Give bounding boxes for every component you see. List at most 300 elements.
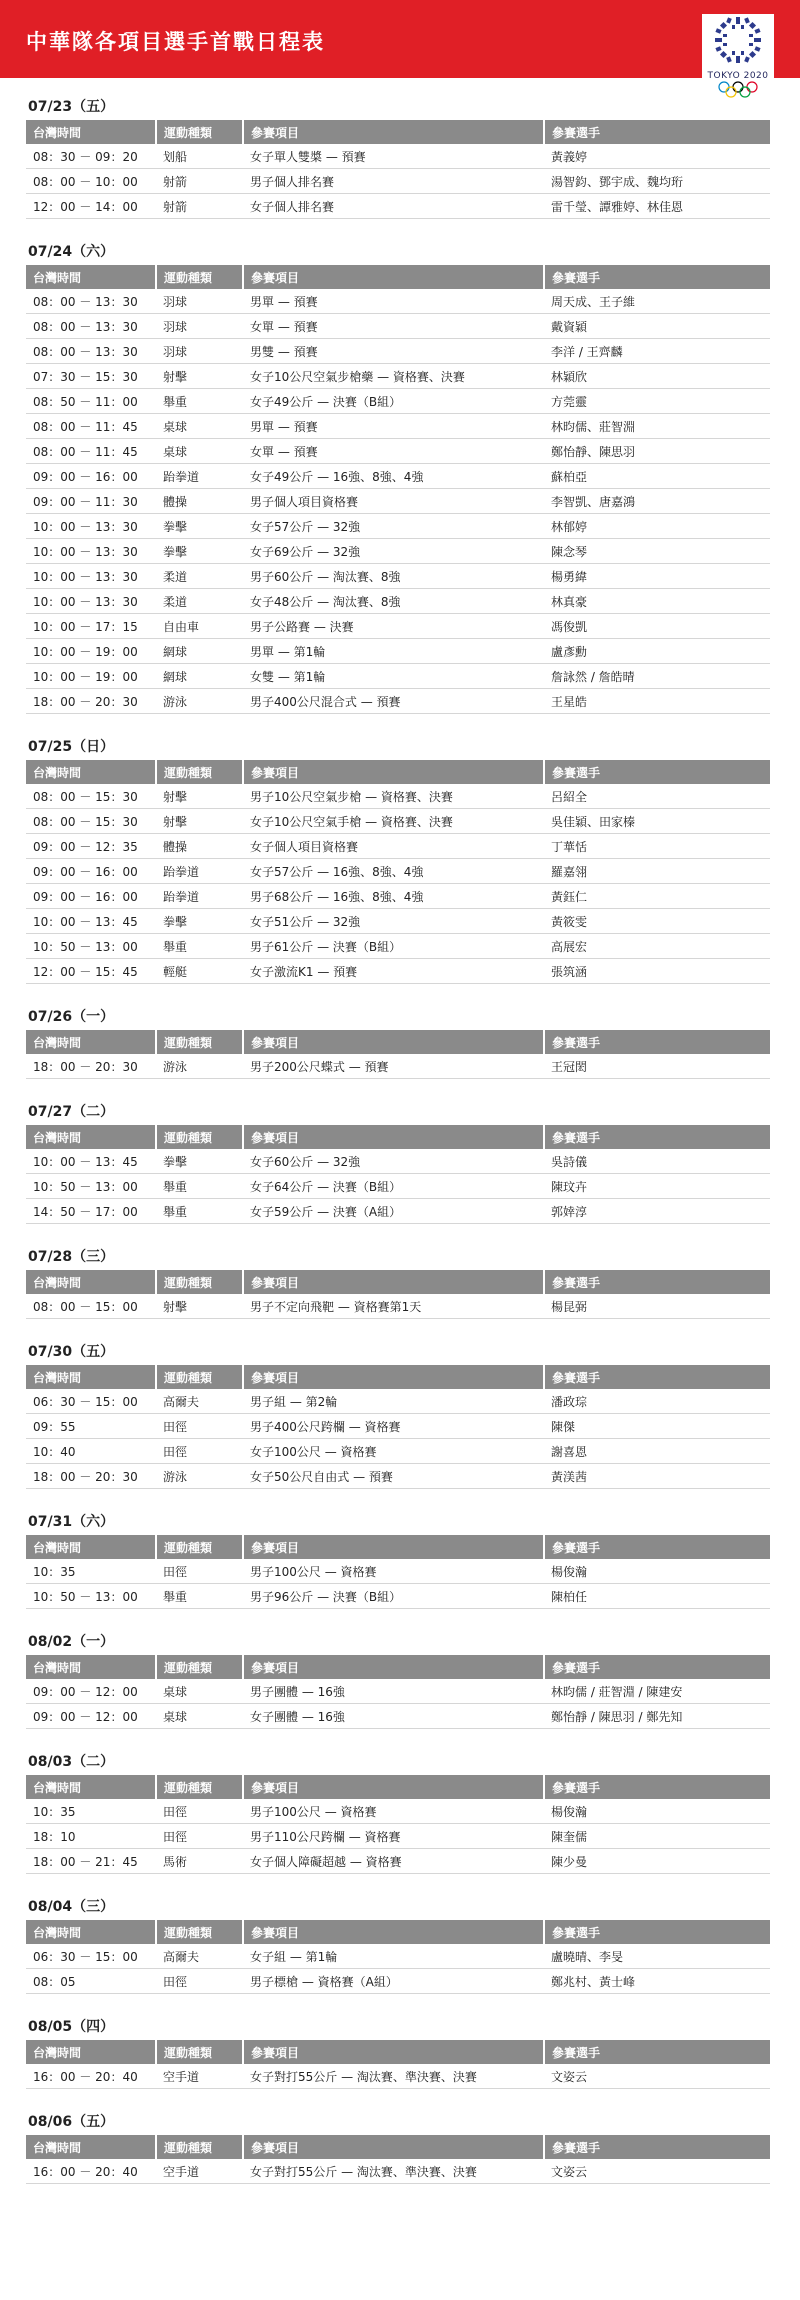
- header-athletes: 參賽選手: [544, 1535, 770, 1559]
- cell-event: 女單 — 預賽: [243, 439, 544, 464]
- cell-event: 男子組 — 第2輪: [243, 1389, 544, 1414]
- header-sport: 運動種類: [156, 1365, 243, 1389]
- cell-sport: 射箭: [156, 169, 243, 194]
- cell-time: 08：00 － 13：30: [26, 314, 156, 339]
- table-header-row: [26, 1030, 770, 1054]
- table-row: [26, 884, 770, 909]
- header-time: 台灣時間: [26, 120, 156, 144]
- cell-sport: 田徑: [156, 1559, 243, 1584]
- header-sport: 運動種類: [156, 760, 243, 784]
- header-time: 台灣時間: [26, 1125, 156, 1149]
- cell-athletes: 陳少曼: [544, 1849, 770, 1874]
- header-time: 台灣時間: [26, 1775, 156, 1799]
- cell-sport: 田徑: [156, 1824, 243, 1849]
- header-athletes: 參賽選手: [544, 1775, 770, 1799]
- table-row: [26, 339, 770, 364]
- table-row: [26, 664, 770, 689]
- tokyo-2020-logo: [702, 14, 774, 96]
- cell-time: 18：00 － 20：30: [26, 1054, 156, 1079]
- table-header-row: [26, 2135, 770, 2159]
- cell-athletes: 林昀儒、莊智淵: [544, 414, 770, 439]
- cell-event: 女子10公尺空氣步槍藥 — 資格賽、決賽: [243, 364, 544, 389]
- table-row: [26, 614, 770, 639]
- cell-athletes: 呂紹全: [544, 784, 770, 809]
- schedule-container: [0, 98, 800, 2184]
- table-row: [26, 1849, 770, 1874]
- table-row: [26, 1414, 770, 1439]
- table-row: [26, 1824, 770, 1849]
- cell-sport: 桌球: [156, 414, 243, 439]
- date-heading: 08/06（五）: [28, 2114, 115, 2130]
- cell-athletes: 謝喜恩: [544, 1439, 770, 1464]
- cell-athletes: 鄭兆村、黃士峰: [544, 1969, 770, 1994]
- cell-sport: 跆拳道: [156, 464, 243, 489]
- table-row: [26, 194, 770, 219]
- header-event: 參賽項目: [243, 1125, 544, 1149]
- table-row: [26, 1679, 770, 1704]
- page-header: [0, 0, 800, 98]
- table-row: [26, 314, 770, 339]
- cell-sport: 自由車: [156, 614, 243, 639]
- table-header-row: [26, 1655, 770, 1679]
- header-event: 參賽項目: [243, 2135, 544, 2159]
- cell-time: 10：00 － 13：30: [26, 589, 156, 614]
- cell-event: 男雙 — 預賽: [243, 339, 544, 364]
- cell-athletes: 雷千瑩、譚雅婷、林佳恩: [544, 194, 770, 219]
- cell-sport: 游泳: [156, 1464, 243, 1489]
- date-heading: 07/27（二）: [28, 1104, 115, 1120]
- header-sport: 運動種類: [156, 2040, 243, 2064]
- cell-sport: 馬術: [156, 1849, 243, 1874]
- header-athletes: 參賽選手: [544, 120, 770, 144]
- cell-sport: 田徑: [156, 1799, 243, 1824]
- schedule-table: [26, 1775, 770, 1874]
- cell-sport: 拳擊: [156, 909, 243, 934]
- cell-time: 09：00 － 16：00: [26, 464, 156, 489]
- cell-time: 09：55: [26, 1414, 156, 1439]
- table-row: [26, 2064, 770, 2089]
- cell-sport: 舉重: [156, 934, 243, 959]
- cell-time: 06：30 － 15：00: [26, 1944, 156, 1969]
- table-row: [26, 169, 770, 194]
- cell-time: 08：00 － 13：30: [26, 339, 156, 364]
- header-sport: 運動種類: [156, 1125, 243, 1149]
- cell-event: 男子110公尺跨欄 — 資格賽: [243, 1824, 544, 1849]
- cell-athletes: 丁華恬: [544, 834, 770, 859]
- cell-event: 男子68公斤 — 16強、8強、4強: [243, 884, 544, 909]
- cell-sport: 體操: [156, 834, 243, 859]
- table-row: [26, 1704, 770, 1729]
- cell-event: 男單 — 預賽: [243, 289, 544, 314]
- cell-event: 男子個人排名賽: [243, 169, 544, 194]
- table-row: [26, 2159, 770, 2184]
- cell-time: 09：00 － 12：00: [26, 1679, 156, 1704]
- olympic-rings-icon: [716, 81, 760, 99]
- table-header-row: [26, 120, 770, 144]
- cell-sport: 田徑: [156, 1969, 243, 1994]
- header-athletes: 參賽選手: [544, 1030, 770, 1054]
- cell-sport: 射擊: [156, 809, 243, 834]
- cell-event: 女子對打55公斤 — 淘汰賽、準決賽、決賽: [243, 2064, 544, 2089]
- cell-time: 18：00 － 21：45: [26, 1849, 156, 1874]
- cell-athletes: 高展宏: [544, 934, 770, 959]
- cell-sport: 高爾夫: [156, 1389, 243, 1414]
- cell-event: 男子61公斤 — 決賽（B組）: [243, 934, 544, 959]
- table-header-row: [26, 1125, 770, 1149]
- header-event: 參賽項目: [243, 1775, 544, 1799]
- date-heading: 08/02（一）: [28, 1634, 115, 1650]
- table-header-row: [26, 265, 770, 289]
- cell-event: 女子69公斤 — 32強: [243, 539, 544, 564]
- cell-time: 10：00 － 17：15: [26, 614, 156, 639]
- cell-sport: 田徑: [156, 1414, 243, 1439]
- cell-time: 09：00 － 12：35: [26, 834, 156, 859]
- cell-sport: 網球: [156, 639, 243, 664]
- cell-athletes: 文姿云: [544, 2064, 770, 2089]
- header-time: 台灣時間: [26, 1655, 156, 1679]
- date-heading: 07/28（三）: [28, 1249, 115, 1265]
- header-athletes: 參賽選手: [544, 1920, 770, 1944]
- cell-time: 10：50 － 13：00: [26, 934, 156, 959]
- cell-sport: 桌球: [156, 1704, 243, 1729]
- date-heading: 07/24（六）: [28, 244, 115, 260]
- table-row: [26, 834, 770, 859]
- cell-athletes: 林昀儒 / 莊智淵 / 陳建安: [544, 1679, 770, 1704]
- cell-event: 女子57公斤 — 32強: [243, 514, 544, 539]
- table-row: [26, 1389, 770, 1414]
- header-time: 台灣時間: [26, 2135, 156, 2159]
- cell-sport: 空手道: [156, 2064, 243, 2089]
- cell-athletes: 陳玟卉: [544, 1174, 770, 1199]
- cell-athletes: 潘政琮: [544, 1389, 770, 1414]
- table-row: [26, 464, 770, 489]
- cell-athletes: 文姿云: [544, 2159, 770, 2184]
- cell-time: 10：40: [26, 1439, 156, 1464]
- cell-athletes: 吳佳穎、田家榛: [544, 809, 770, 834]
- cell-event: 女子49公斤 — 16強、8強、4強: [243, 464, 544, 489]
- cell-event: 女子組 — 第1輪: [243, 1944, 544, 1969]
- cell-event: 女子59公斤 — 決賽（A組）: [243, 1199, 544, 1224]
- header-event: 參賽項目: [243, 120, 544, 144]
- header-sport: 運動種類: [156, 1920, 243, 1944]
- header-event: 參賽項目: [243, 1655, 544, 1679]
- cell-athletes: 馮俊凱: [544, 614, 770, 639]
- date-heading: 07/23（五）: [28, 99, 115, 115]
- date-heading: 07/26（一）: [28, 1009, 115, 1025]
- date-heading: 07/25（日）: [28, 739, 115, 755]
- cell-event: 男子個人項目資格賽: [243, 489, 544, 514]
- cell-sport: 空手道: [156, 2159, 243, 2184]
- cell-event: 女子48公斤 — 淘汰賽、8強: [243, 589, 544, 614]
- schedule-table: [26, 760, 770, 984]
- table-header-row: [26, 1365, 770, 1389]
- cell-athletes: 陳念琴: [544, 539, 770, 564]
- header-event: 參賽項目: [243, 1365, 544, 1389]
- cell-athletes: 黃鈺仁: [544, 884, 770, 909]
- cell-athletes: 盧彥勳: [544, 639, 770, 664]
- cell-sport: 體操: [156, 489, 243, 514]
- cell-athletes: 黃義婷: [544, 144, 770, 169]
- header-time: 台灣時間: [26, 2040, 156, 2064]
- date-heading: 07/30（五）: [28, 1344, 115, 1360]
- schedule-table: [26, 1365, 770, 1489]
- header-event: 參賽項目: [243, 1030, 544, 1054]
- header-sport: 運動種類: [156, 2135, 243, 2159]
- cell-sport: 拳擊: [156, 1149, 243, 1174]
- table-row: [26, 414, 770, 439]
- header-event: 參賽項目: [243, 1535, 544, 1559]
- table-row: [26, 959, 770, 984]
- cell-time: 10：35: [26, 1799, 156, 1824]
- cell-athletes: 楊俊瀚: [544, 1799, 770, 1824]
- table-row: [26, 859, 770, 884]
- cell-sport: 柔道: [156, 589, 243, 614]
- cell-sport: 田徑: [156, 1439, 243, 1464]
- cell-sport: 羽球: [156, 314, 243, 339]
- table-row: [26, 1439, 770, 1464]
- cell-time: 08：00 － 10：00: [26, 169, 156, 194]
- cell-time: 18：00 － 20：30: [26, 689, 156, 714]
- table-header-row: [26, 2040, 770, 2064]
- cell-time: 18：10: [26, 1824, 156, 1849]
- cell-time: 12：00 － 15：45: [26, 959, 156, 984]
- cell-athletes: 林真豪: [544, 589, 770, 614]
- cell-athletes: 李智凱、唐嘉鴻: [544, 489, 770, 514]
- cell-athletes: 羅嘉翎: [544, 859, 770, 884]
- table-row: [26, 1799, 770, 1824]
- cell-event: 女子50公尺自由式 — 預賽: [243, 1464, 544, 1489]
- schedule-table: [26, 2135, 770, 2184]
- cell-time: 12：00 － 14：00: [26, 194, 156, 219]
- header-time: 台灣時間: [26, 1920, 156, 1944]
- cell-time: 08：00 － 13：30: [26, 289, 156, 314]
- cell-event: 男單 — 第1輪: [243, 639, 544, 664]
- cell-time: 10：00 － 13：30: [26, 539, 156, 564]
- cell-athletes: 戴資穎: [544, 314, 770, 339]
- schedule-table: [26, 1655, 770, 1729]
- cell-time: 16：00 － 20：40: [26, 2064, 156, 2089]
- table-row: [26, 1149, 770, 1174]
- cell-event: 女子單人雙槳 — 預賽: [243, 144, 544, 169]
- cell-athletes: 張筑涵: [544, 959, 770, 984]
- cell-athletes: 詹詠然 / 詹皓晴: [544, 664, 770, 689]
- cell-time: 10：00 － 13：45: [26, 909, 156, 934]
- cell-athletes: 陳奎儒: [544, 1824, 770, 1849]
- emblem-icon: [712, 14, 764, 66]
- table-row: [26, 389, 770, 414]
- cell-sport: 跆拳道: [156, 859, 243, 884]
- cell-event: 男子96公斤 — 決賽（B組）: [243, 1584, 544, 1609]
- cell-athletes: 蘇柏亞: [544, 464, 770, 489]
- logo-text: TOKYO 2020: [707, 71, 769, 81]
- cell-athletes: 楊昆弼: [544, 1294, 770, 1319]
- date-heading: 07/31（六）: [28, 1514, 115, 1530]
- cell-time: 08：00 － 11：45: [26, 414, 156, 439]
- table-row: [26, 1054, 770, 1079]
- cell-athletes: 鄭怡靜 / 陳思羽 / 鄭先知: [544, 1704, 770, 1729]
- header-time: 台灣時間: [26, 760, 156, 784]
- cell-sport: 舉重: [156, 1584, 243, 1609]
- schedule-table: [26, 2040, 770, 2089]
- cell-time: 07：30 － 15：30: [26, 364, 156, 389]
- cell-athletes: 方莞靈: [544, 389, 770, 414]
- header-athletes: 參賽選手: [544, 1655, 770, 1679]
- cell-athletes: 郭婞淳: [544, 1199, 770, 1224]
- cell-event: 男子標槍 — 資格賽（A組）: [243, 1969, 544, 1994]
- page-title: 中華隊各項目選手首戰日程表: [26, 30, 325, 54]
- table-row: [26, 439, 770, 464]
- cell-athletes: 鄭怡靜、陳思羽: [544, 439, 770, 464]
- table-row: [26, 589, 770, 614]
- table-row: [26, 909, 770, 934]
- header-time: 台灣時間: [26, 1535, 156, 1559]
- cell-sport: 射擊: [156, 364, 243, 389]
- header-sport: 運動種類: [156, 265, 243, 289]
- cell-time: 09：00 － 16：00: [26, 884, 156, 909]
- cell-athletes: 王星皓: [544, 689, 770, 714]
- header-athletes: 參賽選手: [544, 1270, 770, 1294]
- header-event: 參賽項目: [243, 265, 544, 289]
- cell-sport: 射箭: [156, 194, 243, 219]
- header-time: 台灣時間: [26, 1270, 156, 1294]
- header-athletes: 參賽選手: [544, 760, 770, 784]
- cell-sport: 桌球: [156, 439, 243, 464]
- cell-time: 10：50 － 13：00: [26, 1174, 156, 1199]
- cell-event: 女子團體 — 16強: [243, 1704, 544, 1729]
- cell-sport: 舉重: [156, 1199, 243, 1224]
- header-athletes: 參賽選手: [544, 1365, 770, 1389]
- cell-athletes: 李洋 / 王齊麟: [544, 339, 770, 364]
- cell-event: 女子60公斤 — 32強: [243, 1149, 544, 1174]
- table-row: [26, 639, 770, 664]
- cell-time: 09：00 － 11：30: [26, 489, 156, 514]
- cell-sport: 舉重: [156, 1174, 243, 1199]
- cell-time: 14：50 － 17：00: [26, 1199, 156, 1224]
- cell-event: 女雙 — 第1輪: [243, 664, 544, 689]
- table-row: [26, 144, 770, 169]
- cell-sport: 射擊: [156, 1294, 243, 1319]
- cell-time: 10：00 － 13：30: [26, 564, 156, 589]
- cell-time: 08：50 － 11：00: [26, 389, 156, 414]
- table-header-row: [26, 1535, 770, 1559]
- cell-event: 女子個人障礙超越 — 資格賽: [243, 1849, 544, 1874]
- header-event: 參賽項目: [243, 1270, 544, 1294]
- header-event: 參賽項目: [243, 2040, 544, 2064]
- cell-sport: 划船: [156, 144, 243, 169]
- table-row: [26, 934, 770, 959]
- cell-sport: 輕艇: [156, 959, 243, 984]
- header-time: 台灣時間: [26, 265, 156, 289]
- cell-time: 08：00 － 15：00: [26, 1294, 156, 1319]
- cell-event: 男子100公尺 — 資格賽: [243, 1799, 544, 1824]
- schedule-table: [26, 1535, 770, 1609]
- cell-event: 女子激流K1 — 預賽: [243, 959, 544, 984]
- schedule-table: [26, 1125, 770, 1224]
- cell-sport: 羽球: [156, 339, 243, 364]
- cell-time: 10：35: [26, 1559, 156, 1584]
- cell-time: 08：00 － 11：45: [26, 439, 156, 464]
- cell-sport: 網球: [156, 664, 243, 689]
- header-sport: 運動種類: [156, 1655, 243, 1679]
- table-row: [26, 564, 770, 589]
- cell-event: 男子200公尺蝶式 — 預賽: [243, 1054, 544, 1079]
- table-row: [26, 514, 770, 539]
- table-row: [26, 1294, 770, 1319]
- cell-athletes: 陳傑: [544, 1414, 770, 1439]
- cell-sport: 桌球: [156, 1679, 243, 1704]
- cell-athletes: 盧曉晴、李旻: [544, 1944, 770, 1969]
- table-header-row: [26, 760, 770, 784]
- table-row: [26, 539, 770, 564]
- cell-event: 女單 — 預賽: [243, 314, 544, 339]
- cell-time: 10：00 － 13：45: [26, 1149, 156, 1174]
- date-heading: 08/05（四）: [28, 2019, 115, 2035]
- cell-sport: 柔道: [156, 564, 243, 589]
- cell-event: 女子57公斤 — 16強、8強、4強: [243, 859, 544, 884]
- header-event: 參賽項目: [243, 760, 544, 784]
- cell-time: 08：05: [26, 1969, 156, 1994]
- schedule-table: [26, 1270, 770, 1319]
- date-heading: 08/04（三）: [28, 1899, 115, 1915]
- cell-sport: 射擊: [156, 784, 243, 809]
- table-row: [26, 1584, 770, 1609]
- cell-event: 男子不定向飛靶 — 資格賽第1天: [243, 1294, 544, 1319]
- cell-time: 06：30 － 15：00: [26, 1389, 156, 1414]
- cell-event: 女子個人項目資格賽: [243, 834, 544, 859]
- table-row: [26, 1944, 770, 1969]
- schedule-table: [26, 120, 770, 219]
- header-athletes: 參賽選手: [544, 1125, 770, 1149]
- cell-event: 女子個人排名賽: [243, 194, 544, 219]
- table-row: [26, 1969, 770, 1994]
- cell-athletes: 湯智鈞、鄧宇成、魏均珩: [544, 169, 770, 194]
- cell-event: 男子400公尺混合式 — 預賽: [243, 689, 544, 714]
- table-row: [26, 489, 770, 514]
- table-row: [26, 1559, 770, 1584]
- cell-event: 男子100公尺 — 資格賽: [243, 1559, 544, 1584]
- cell-time: 09：00 － 12：00: [26, 1704, 156, 1729]
- cell-time: 08：30 － 09：20: [26, 144, 156, 169]
- cell-event: 男子公路賽 — 決賽: [243, 614, 544, 639]
- cell-event: 男子60公斤 — 淘汰賽、8強: [243, 564, 544, 589]
- cell-sport: 高爾夫: [156, 1944, 243, 1969]
- cell-athletes: 周天成、王子維: [544, 289, 770, 314]
- table-row: [26, 1199, 770, 1224]
- header-sport: 運動種類: [156, 120, 243, 144]
- header-sport: 運動種類: [156, 1030, 243, 1054]
- cell-time: 09：00 － 16：00: [26, 859, 156, 884]
- cell-athletes: 黃渼茜: [544, 1464, 770, 1489]
- cell-sport: 跆拳道: [156, 884, 243, 909]
- header-athletes: 參賽選手: [544, 265, 770, 289]
- cell-athletes: 楊勇緯: [544, 564, 770, 589]
- header-sport: 運動種類: [156, 1535, 243, 1559]
- header-time: 台灣時間: [26, 1365, 156, 1389]
- cell-event: 女子10公尺空氣手槍 — 資格賽、決賽: [243, 809, 544, 834]
- table-row: [26, 1464, 770, 1489]
- header-sport: 運動種類: [156, 1775, 243, 1799]
- cell-time: 10：50 － 13：00: [26, 1584, 156, 1609]
- cell-time: 08：00 － 15：30: [26, 784, 156, 809]
- cell-athletes: 王冠閎: [544, 1054, 770, 1079]
- table-header-row: [26, 1270, 770, 1294]
- table-row: [26, 784, 770, 809]
- cell-event: 男子10公尺空氣步槍 — 資格賽、決賽: [243, 784, 544, 809]
- date-heading: 08/03（二）: [28, 1754, 115, 1770]
- cell-event: 女子64公斤 — 決賽（B組）: [243, 1174, 544, 1199]
- cell-athletes: 黃筱雯: [544, 909, 770, 934]
- cell-sport: 拳擊: [156, 539, 243, 564]
